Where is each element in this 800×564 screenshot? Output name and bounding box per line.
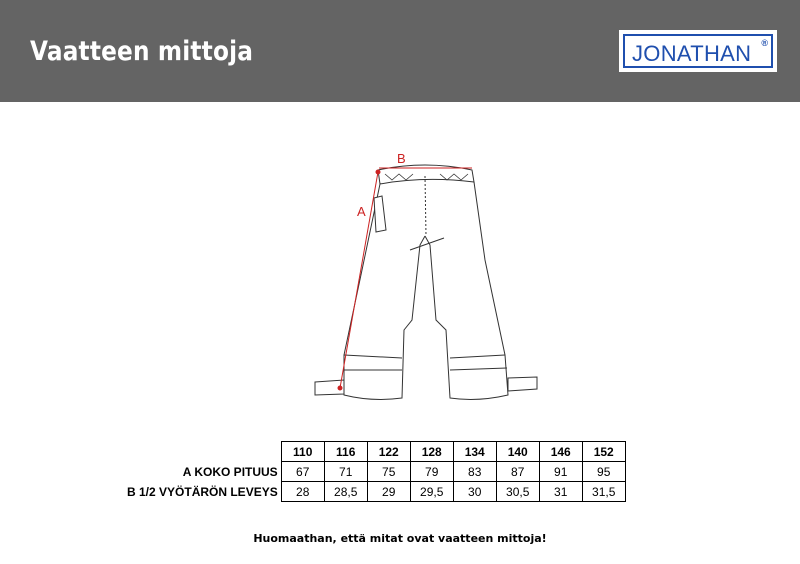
value-cell: 29 [367, 482, 410, 502]
value-cell: 30 [453, 482, 496, 502]
front-seam [425, 176, 426, 236]
row-label: A KOKO PITUUS [182, 464, 278, 479]
value-cell: 75 [367, 462, 410, 482]
table-row [124, 482, 625, 502]
table-row [124, 462, 625, 482]
size-cell: 122 [367, 442, 410, 462]
right-leg [425, 182, 508, 399]
value-cell: 91 [539, 462, 582, 482]
measure-dot-a-top [376, 170, 380, 174]
value-cell: 28,5 [324, 482, 367, 502]
value-cell: 83 [453, 462, 496, 482]
size-header-row [124, 442, 625, 462]
value-cell: 67 [281, 462, 324, 482]
brand-logo-frame [623, 34, 773, 68]
value-cell: 31 [539, 482, 582, 502]
measure-lines [338, 168, 472, 390]
value-cell: 30,5 [496, 482, 539, 502]
value-cell: 29,5 [410, 482, 453, 502]
value-cell: 71 [324, 462, 367, 482]
header-bar [0, 0, 800, 102]
measurement-note: Huomaathan, että mitat ovat vaatteen mittoja! [253, 532, 547, 545]
pocket [374, 196, 386, 232]
value-cell: 31,5 [582, 482, 625, 502]
measure-label-b: B [397, 151, 406, 166]
value-cell: 87 [496, 462, 539, 482]
size-cell: 140 [496, 442, 539, 462]
size-cell: 134 [453, 442, 496, 462]
size-cell: 146 [539, 442, 582, 462]
size-table [124, 441, 626, 502]
size-cell: 152 [582, 442, 625, 462]
trousers-outline [315, 165, 537, 399]
size-cell: 110 [281, 442, 324, 462]
value-cell: 28 [281, 482, 324, 502]
size-cell: 116 [324, 442, 367, 462]
trousers-diagram [300, 145, 560, 415]
left-cuff [344, 355, 402, 370]
value-cell: 95 [582, 462, 625, 482]
right-strap [508, 377, 537, 391]
size-header-spacer [124, 442, 281, 462]
right-cuff [450, 355, 507, 370]
brand-logo [619, 30, 777, 72]
measure-label-a: A [357, 204, 366, 219]
page-title: Vaatteen mittoja [30, 36, 254, 67]
row-label: B 1/2 VYÖTÄRÖN LEVEYS [127, 484, 278, 499]
size-cell: 128 [410, 442, 453, 462]
registered-mark: ® [761, 38, 768, 48]
value-cell: 79 [410, 462, 453, 482]
brand-logo-text: JONATHAN [632, 41, 752, 66]
measure-dot-a-bottom [338, 386, 342, 390]
